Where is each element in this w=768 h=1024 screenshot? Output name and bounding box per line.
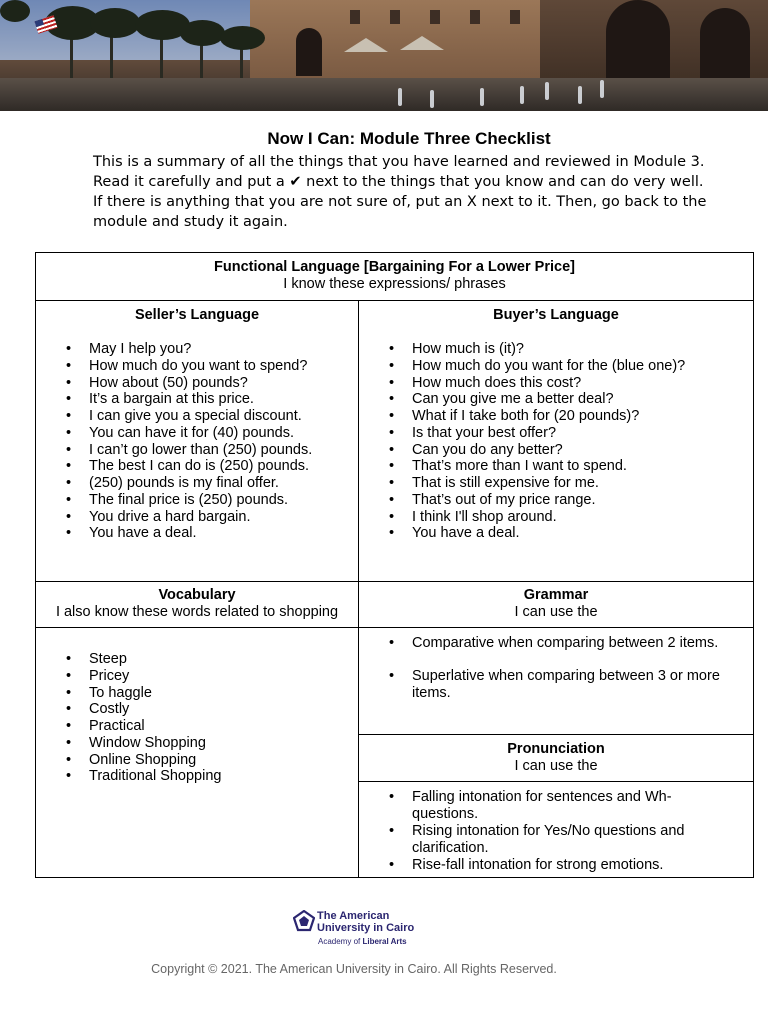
logo-subtitle: Academy of Liberal Arts — [318, 937, 407, 946]
list-item: • Traditional Shopping — [36, 768, 358, 785]
list-item: • You have a deal. — [359, 525, 753, 542]
list-item: • How much is (it)? — [359, 341, 753, 358]
list-item: • Falling intonation for sentences and Wh-questions. — [359, 789, 704, 823]
list-item: • How much do you want to spend? — [36, 358, 358, 375]
list-item: • To haggle — [36, 685, 358, 702]
auc-logo — [293, 906, 433, 950]
grammar-title: Grammar — [523, 587, 589, 603]
list-item: • The best I can do is (250) pounds. — [36, 458, 358, 475]
grammar-header — [359, 587, 753, 621]
intro-paragraph: This is a summary of all the things that you have learned and reviewed in Module 3. Read it carefully and put a ✔ next to the things that you know and can do very well. If there is anything that you are not sure of, put an X next to it. Then, go back to the module and study it again. — [93, 154, 707, 230]
list-item: • How about (50) pounds? — [36, 375, 358, 392]
campus-banner-image — [0, 0, 768, 111]
functional-language-header — [36, 259, 753, 293]
vocabulary-title: Vocabulary — [158, 587, 236, 603]
list-item: • Can you give me a better deal? — [359, 391, 753, 408]
list-item: • Online Shopping — [36, 752, 358, 769]
vocabulary-subtitle: I also know these words related to shopping — [55, 604, 339, 620]
list-item: • Costly — [36, 701, 358, 718]
pronunciation-list — [359, 789, 704, 874]
list-item: • Steep — [36, 651, 358, 668]
grammar-subtitle: I can use the — [514, 604, 598, 620]
checklist-table — [35, 252, 754, 878]
list-item: • You drive a hard bargain. — [36, 509, 358, 526]
logo-line-2: University in Cairo — [317, 922, 415, 934]
list-item: • I can’t go lower than (250) pounds. — [36, 442, 358, 459]
buyer-language-header — [359, 307, 753, 324]
list-item: • Rise-fall intonation for strong emotions. — [359, 857, 704, 874]
grammar-list — [359, 635, 749, 702]
list-item: • You can have it for (40) pounds. — [36, 425, 358, 442]
list-item: • (250) pounds is my final offer. — [36, 475, 358, 492]
list-item: • Practical — [36, 718, 358, 735]
list-item: • That’s more than I want to spend. — [359, 458, 753, 475]
list-item: • Rising intonation for Yes/No questions and clarification. — [359, 823, 704, 857]
list-item: • How much does this cost? — [359, 375, 753, 392]
seller-language-list — [36, 341, 358, 542]
seller-language-header — [36, 307, 358, 324]
pronunciation-subtitle: I can use the — [514, 758, 598, 774]
list-item: • That is still expensive for me. — [359, 475, 753, 492]
functional-language-subtitle: I know these expressions/ phrases — [283, 276, 506, 292]
vocabulary-header — [36, 587, 358, 621]
auc-emblem-icon — [293, 910, 315, 932]
list-item: • Pricey — [36, 668, 358, 685]
list-item: • The final price is (250) pounds. — [36, 492, 358, 509]
list-item: • You have a deal. — [36, 525, 358, 542]
vocabulary-list — [36, 651, 358, 785]
pronunciation-header — [359, 741, 753, 775]
pronunciation-title: Pronunciation — [507, 741, 605, 757]
list-item: • Superlative when comparing between 3 or more items. — [359, 668, 749, 702]
list-item: • Is that your best offer? — [359, 425, 753, 442]
list-item: • It’s a bargain at this price. — [36, 391, 358, 408]
list-item: • How much do you want for the (blue one)? — [359, 358, 753, 375]
list-item: • What if I take both for (20 pounds)? — [359, 408, 753, 425]
list-item: • Comparative when comparing between 2 items. — [359, 635, 749, 652]
logo-line-1: The American — [317, 910, 390, 922]
list-item: • That’s out of my price range. — [359, 492, 753, 509]
list-item: • I can give you a special discount. — [36, 408, 358, 425]
buyer-language-list — [359, 341, 753, 542]
buyer-language-title: Buyer’s Language — [493, 307, 619, 323]
list-item: • I think I'll shop around. — [359, 509, 753, 526]
page-title: Now I Can: Module Three Checklist — [267, 129, 551, 148]
list-item: • May I help you? — [36, 341, 358, 358]
functional-language-title: Functional Language [Bargaining For a Lower Price] — [214, 259, 575, 275]
seller-language-title: Seller’s Language — [134, 307, 260, 323]
list-item: • Window Shopping — [36, 735, 358, 752]
list-item: • Can you do any better? — [359, 442, 753, 459]
copyright-text: Copyright © 2021. The American University in Cairo. All Rights Reserved. — [151, 962, 557, 976]
